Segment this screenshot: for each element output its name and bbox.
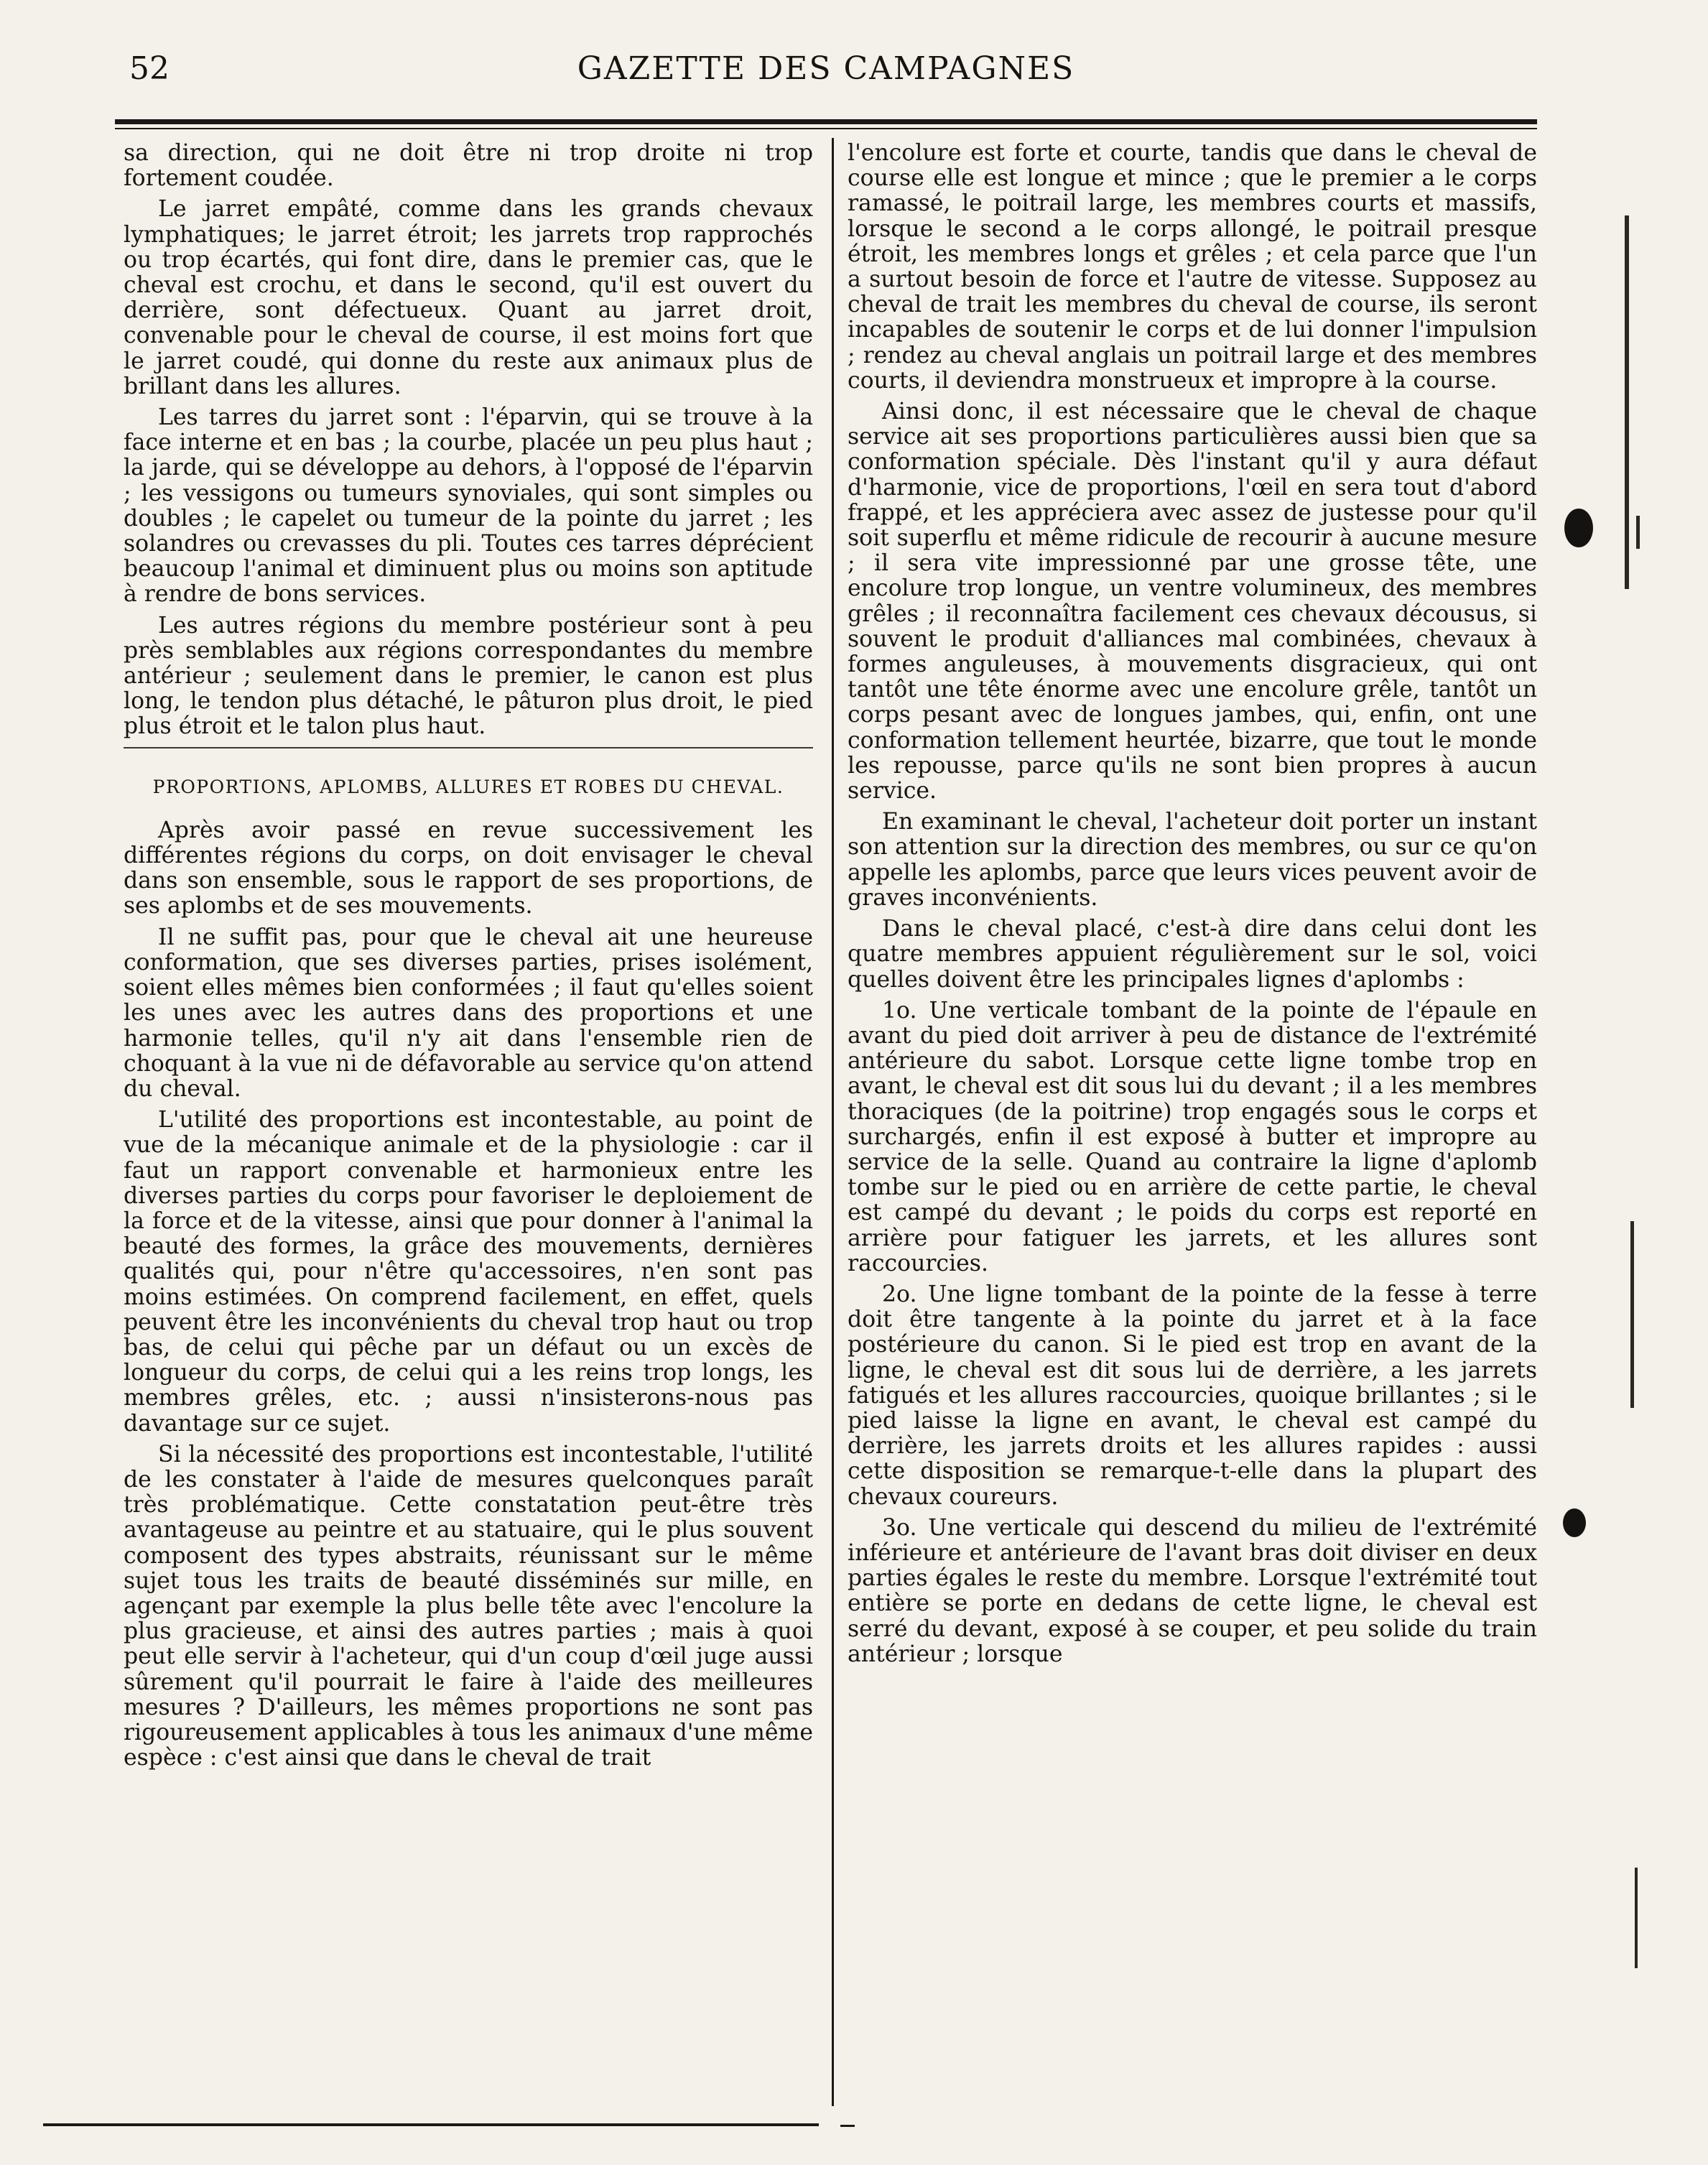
paragraph: 1o. Une verticale tombant de la pointe de l'épaule en avant du pied doit arriver à peu de distance de l'extrémité antérieure du sabot. Lorsque cette ligne tombe trop en avant, le cheval est dit sous lui du devant ; il a les membres thoraciques (de la poitrine) trop engagés sous le corps et surchargés, enfin il est exposé à butter et impropre au service de la selle. Quand au contraire la ligne d'aplomb tombe sur le pied ou en arrière de cette partie, le cheval est campé du devant ; le poids du corps est reporté en arrière pour fatiguer les jarrets, et les allures sont raccourcies. (848, 997, 1537, 1276)
margin-mark (1630, 1221, 1634, 1408)
paragraph: l'encolure est forte et courte, tandis que dans le cheval de course elle est longue et mince ; que le premier a le corps ramassé, le poitrail large, les membres courts et massifs, lorsque le second a le corps allongé, le poitrail presque étroit, les membres longs et grêles ; et cela parce que l'un a surtout besoin de force et l'autre de vitesse. Supposez au cheval de trait les membres du cheval de course, ils seront incapables de soutenir le corps et de lui donner l'impulsion ; rendez au cheval anglais un poitrail large et des membres courts, il deviendra monstrueux et impropre à la course. (848, 141, 1537, 394)
right-column (848, 141, 1537, 2109)
header-rule-thick (115, 119, 1537, 124)
footer-dash (840, 2125, 855, 2127)
section-heading: PROPORTIONS, APLOMBS, ALLURES ET ROBES DU CHEVAL. (152, 776, 784, 797)
running-title: GAZETTE DES CAMPAGNES (577, 50, 1075, 87)
paragraph: En examinant le cheval, l'acheteur doit porter un instant son attention sur la direction des membres, ou sur ce qu'on appelle les aplombs, parce que leurs vices peuvent avoir de graves inconvénients. (848, 809, 1537, 911)
footer-rule (43, 2123, 819, 2126)
paragraph: L'utilité des proportions est incontestable, au point de vue de la mécanique animale et de la physiologie : car il faut un rapport convenable et harmonieux entre les diverses parties du corps pour favoriser le deploiement de la force et de la vitesse, ainsi que pour donner à l'animal la beauté des formes, la grâce des mouvements, dernières qualités qui, pour n'être qu'accessoires, n'en sont pas moins estimées. On comprend facilement, en effet, quels peuvent être les inconvénients du cheval trop haut ou trop bas, de celui qui pêche par un défaut ou un excès de longueur du corps, de celui qui a les reins trop longs, les membres grêles, etc. ; aussi n'insisterons-nous pas davantage sur ce sujet. (124, 1107, 813, 1437)
paragraph: Après avoir passé en revue successivement les différentes régions du corps, on doit envisager le cheval dans son ensemble, sous le rapport de ses proportions, de ses aplombs et de ses mouvements. (124, 817, 813, 919)
paragraph: Les tarres du jarret sont : l'éparvin, qui se trouve à la face interne et en bas ; la courbe, placée un peu plus haut ; la jarde, qui se développe au dehors, à l'opposé de l'éparvin ; les vessigons ou tumeurs synoviales, qui sont simples ou doubles ; le capelet ou tumeur de la pointe du jarret ; les solandres ou crevasses du pli. Toutes ces tarres déprécient beaucoup l'animal et diminuent plus ou moins son aptitude à rendre de bons services. (124, 404, 813, 608)
paragraph: Si la nécessité des proportions est incontestable, l'utilité de les constater à l'aide de mesures quelconques paraît très problématique. Cette constatation peut-être très avantageuse au peintre et au statuaire, qui le plus souvent composent des types abstraits, réunissant sur le même sujet tous les traits de beauté disséminés sur mille, en agençant par exemple la plus belle tête avec l'encolure la plus gracieuse, et ainsi des autres parties ; mais à quoi peut elle servir à l'acheteur, qui d'un coup d'œil juge aussi sûrement qu'il pourrait le faire à l'aide des meilleures mesures ? D'ailleurs, les mêmes proportions ne sont pas rigoureusement applicables à tous les animaux d'une même espèce : c'est ainsi que dans le cheval de trait (124, 1441, 813, 1771)
margin-mark (1635, 1868, 1638, 1968)
left-column (124, 141, 813, 2109)
page-header (115, 45, 1537, 88)
page-number: 52 (129, 50, 170, 87)
paragraph: 2o. Une ligne tombant de la pointe de la fesse à terre doit être tangente à la pointe du jarret et à la face postérieure du canon. Si le pied est trop en avant de la ligne, le cheval est dit sous lui de derrière, a les jarrets fatigués et les allures raccourcies, quoique brillantes ; si le pied laisse la ligne en avant, le cheval est campé du derrière, les jarrets droits et les allures rapides : aussi cette disposition se remarque-t-elle dans la plupart des chevaux coureurs. (848, 1281, 1537, 1510)
paragraph: Le jarret empâté, comme dans les grands chevaux lymphatiques; le jarret étroit; les jarrets trop rapprochés ou trop écartés, qui font dire, dans le premier cas, que le cheval est crochu, et dans le second, qu'il est ouvert du derrière, sont défectueux. Quant au jarret droit, convenable pour le cheval de course, il est moins fort que le jarret coudé, qui donne du reste aux animaux plus de brillant dans les allures. (124, 196, 813, 399)
paragraph: Dans le cheval placé, c'est-à dire dans celui dont les quatre membres appuient régulièrement sur le sol, voici quelles doivent être les principales lignes d'aplombs : (848, 916, 1537, 993)
column-divider (832, 138, 834, 2106)
ink-blot (1563, 1508, 1586, 1537)
margin-mark (1625, 215, 1629, 589)
header-rule-thin (115, 128, 1537, 129)
paragraph: 3o. Une verticale qui descend du milieu de l'extrémité inférieure et antérieure de l'avant bras doit diviser en deux parties égales le reste du membre. Lorsque l'extrémité tout entière se porte en dedans de cette ligne, le cheval est serré du devant, exposé à se couper, et peu solide du train antérieur ; lorsque (848, 1514, 1537, 1667)
paragraph: Les autres régions du membre postérieur sont à peu près semblables aux régions correspondantes du membre antérieur ; seulement dans le premier, le canon est plus long, le tendon plus détaché, le pâturon plus droit, le pied plus étroit et le talon plus haut. (124, 612, 813, 740)
paragraph: sa direction, qui ne doit être ni trop droite ni trop fortement coudée. (124, 141, 813, 192)
section-divider (124, 747, 813, 748)
margin-mark (1636, 516, 1640, 549)
ink-blot (1564, 509, 1593, 547)
paragraph: Il ne suffit pas, pour que le cheval ait une heureuse conformation, que ses diverses parties, prises isolément, soient elles mêmes bien conformées ; il faut qu'elles soient les unes avec les autres dans des proportions et une harmonie telles, qu'il n'y ait dans l'ensemble rien de choquant à la vue ni de défavorable au service qu'on attend du cheval. (124, 924, 813, 1102)
paragraph: Ainsi donc, il est nécessaire que le cheval de chaque service ait ses proportions particulières aussi bien que sa conformation spéciale. Dès l'instant qu'il y aura défaut d'harmonie, vice de proportions, l'œil en sera tout d'abord frappé, et les appréciera avec assez de justesse pour qu'il soit superflu et même ridicule de recourir à aucune mesure ; il sera vite impressionné par une grosse tête, une encolure trop longue, un ventre volumineux, des membres grêles ; il reconnaîtra facilement ces chevaux décousus, si souvent le produit d'alliances mal combinées, chevaux à formes anguleuses, à mouvements disgracieux, qui ont tantôt une tête énorme avec une encolure grêle, tantôt un corps pesant avec de longues jambes, qui, enfin, ont une conformation tellement heurtée, bizarre, que tout le monde les repousse, parce qu'ils ne sont bien propres à aucun service. (848, 399, 1537, 805)
